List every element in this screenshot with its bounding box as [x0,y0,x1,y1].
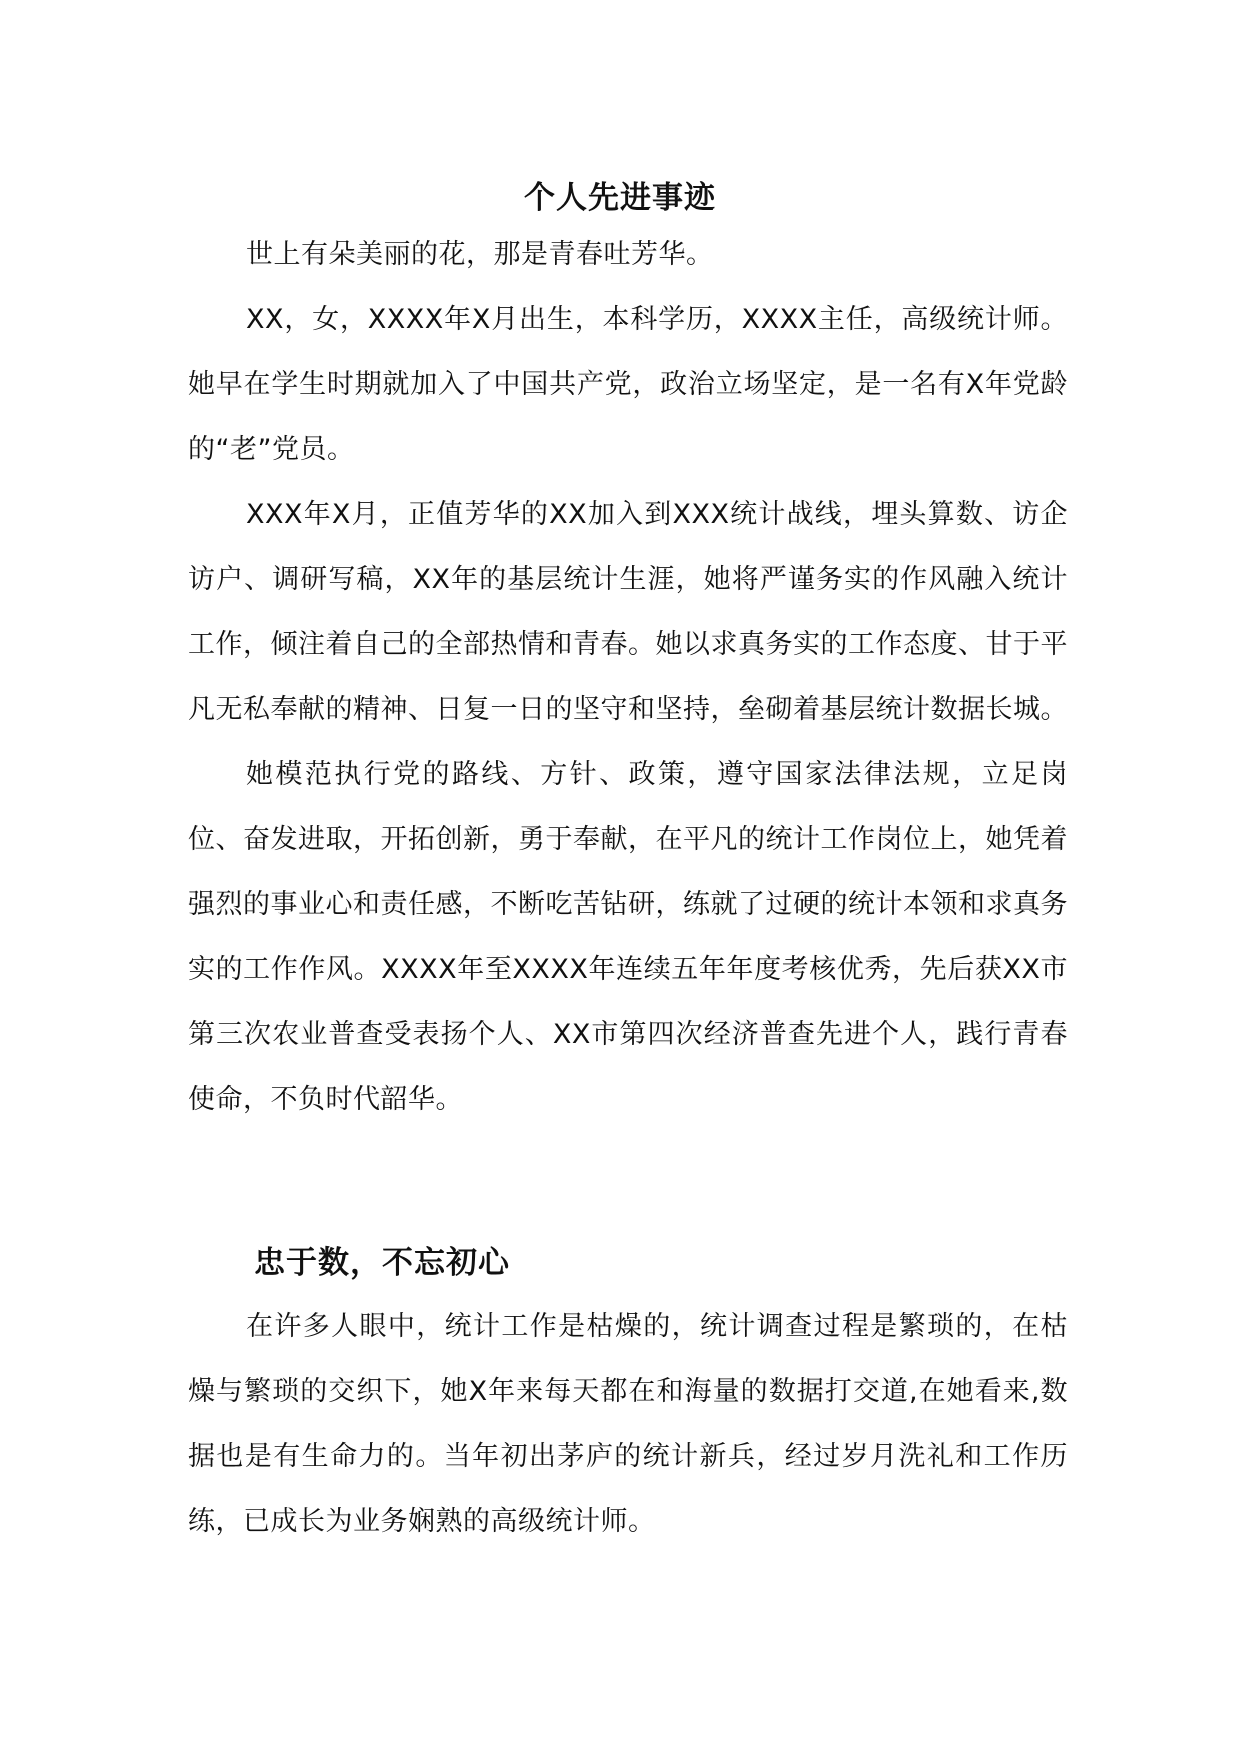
section-body [188,1294,1068,1554]
section-heading: 忠于数，不忘初心 [254,1245,510,1281]
document-title: 个人先进事迹 [524,180,716,216]
paragraph-3: XXX年X月，正值芳华的XX加入到XXX统计战线，埋头算数、访企访户、调研写稿，XX年的基层统计生涯，她将严谨务实的作风融入统计工作，倾注着自己的全部热情和青春。她以求真务实的工作态度、甘于平凡无私奉献的精神、日复一日的坚守和坚持，垒砌着基层统计数据长城。 [188,499,1068,725]
paragraph-4: 她模范执行党的路线、方针、政策，遵守国家法律法规，立足岗位、奋发进取，开拓创新，勇于奉献，在平凡的统计工作岗位上，她凭着强烈的事业心和责任感，不断吃苦钻研，练就了过硬的统计本领和求真务实的工作作风。XXXX年至XXXX年连续五年年度考核优秀，先后获XX市第三次农业普查受表扬个人、XX市第四次经济普查先进个人，践行青春使命，不负时代韶华。 [188,759,1068,1115]
section-paragraph-1: 在许多人眼中，统计工作是枯燥的，统计调查过程是繁琐的，在枯燥与繁琐的交织下，她X年来每天都在和海量的数据打交道,在她看来,数据也是有生命力的。当年初出茅庐的统计新兵，经过岁月洗礼和工作历练，已成长为业务娴熟的高级统计师。 [188,1311,1068,1537]
paragraph-2: XX，女，XXXX年X月出生，本科学历，XXXX主任，高级统计师。她早在学生时期就加入了中国共产党，政治立场坚定，是一名有X年党龄的“老”党员。 [188,304,1068,465]
intro-body [188,222,1068,1132]
paragraph-1: 世上有朵美丽的花，那是青春吐芳华。 [246,239,714,270]
